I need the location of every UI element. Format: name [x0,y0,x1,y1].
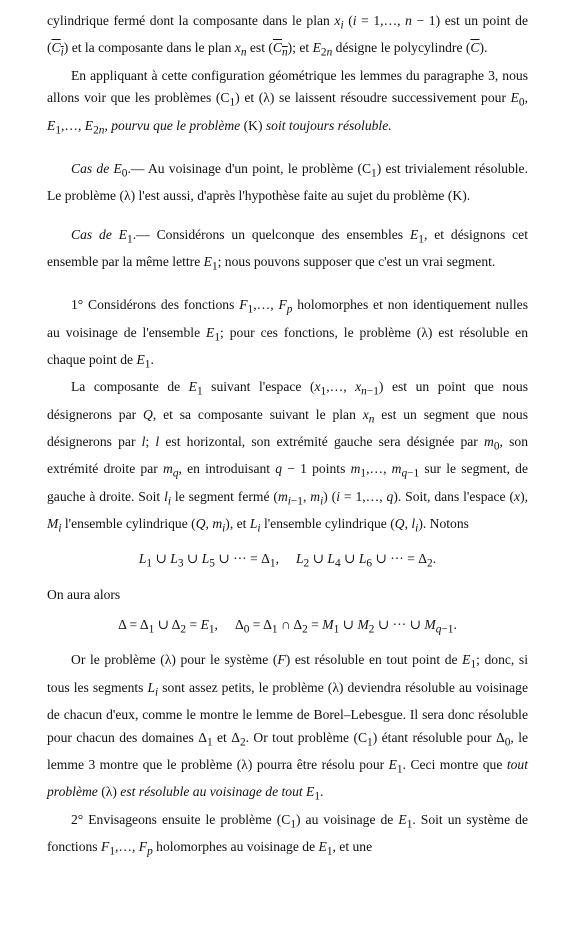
paragraph-point-2: 2° Envisageons ensuite le problème $(C_1)$ au voisinage de $E_1$. Soit un système de fonctions $F_1,\dots$, $F_p$ holomorphes au voisinage de $E_1$, et une [47,811,528,858]
page-body [47,10,528,863]
paragraph-2: En appliquant à cette configuration géométrique les lemmes du paragraphe 3, nous allons voir que les problèmes $(C_1)$ et (λ) se laissent résoudre successivement pour $E_0$, $E_1,\dots$, $E_{2n}$, pourvu que le problème (K) soit toujours résoluble. [47,67,528,137]
paragraph-on-aura-alors: On aura alors [47,586,121,602]
paragraph-composante: La composante de $E_1$ suivant l'espace ($x_1,\dots$, $x_{n-1}$) est un point que nous désignerons par Q, et sa composante suivant le plan $x_n$ est un segment que nous désignerons par l; l est horizontal, son extrémité gauche sera désignée par $m_0$, son extrémité droite par $m_q$, en introduisant q − 1 points $m_1,\dots$, $m_{q-1}$ sur le segment, de gauche à droite. Soit $l_i$ le segment fermé ($m_{i-1}$, $m_i$) (i = 1,…, q). Soit, dans l'espace (x), $M_i$ l'ensemble cylindrique (Q, $m_i$), et $L_i$ l'ensemble cylindrique (Q, $l_i$). Notons [47,379,529,535]
equation-delta-0: $\Delta = \Delta_1$ ∪ $\Delta_2 = E_1$, $\Delta_0 = \Delta_1$ ∩ $\Delta_2 = M_1$ ∪ $M_2$ ∪ ··· ∪ $M_{q-1}$. [118,617,457,636]
equation-delta-1-2: $L_1$ ∪ $L_3$ ∪ $L_5$ ∪ ··· = $\Delta_1$, $L_2$ ∪ $L_4$ ∪ $L_6$ ∪ ··· = $\Delta_2$. [138,551,437,570]
paragraph-cas-e1: Cas de $E_1.—$ Considérons un quelconque des ensembles $E_1$, et désignons cet ensemble par la même lettre $E_1$; nous pouvons supposer que c'est un vrai segment. [47,226,528,273]
paragraph-cas-e0: Cas de $E_0.—$ Au voisinage d'un point, le problème $(C_1)$ est trivialement résoluble. Le problème (λ) l'est aussi, d'après l'hypothèse faite au sujet du problème (K). [47,160,528,204]
paragraph-point-1: 1° Considérons des fonctions $F_1,\dots$, $F_p$ holomorphes et non identiquement nulles au voisinage de l'ensemble $E_1$; pour ces fonctions, le problème (λ) est résoluble en chaque point de $E_1$. [47,297,528,371]
paragraph-1: cylindrique fermé dont la composante dans le plan $x_i$ (i = 1,…, n − 1) est un point de $(C_i)$ et la composante dans le plan $x_n$ est $(C_n)$; et $E_{2n}$ désigne le polycylindre $(\overline{C})$. [47,13,528,60]
paragraph-borel-lebesgue: Or le problème (λ) pour le système (F) est résoluble en tout point de $E_1$; donc, si tous les segments $L_i$ sont assez petits, le problème (λ) deviendra résoluble au voisinage de chacun d'eux, comme le montre le lemme de Borel–Lebesgue. Il sera donc résoluble pour chacun des domaines $\Delta_1$ et $\Delta_2$. Or tout problème $(C_1)$ étant résoluble pour $\Delta_0$, le lemme 3 montre que le problème (λ) pourra être résolu pour $E_1$. Ceci montre que tout problème (λ) est résoluble au voisinage de tout $E_1$. [47,652,529,803]
